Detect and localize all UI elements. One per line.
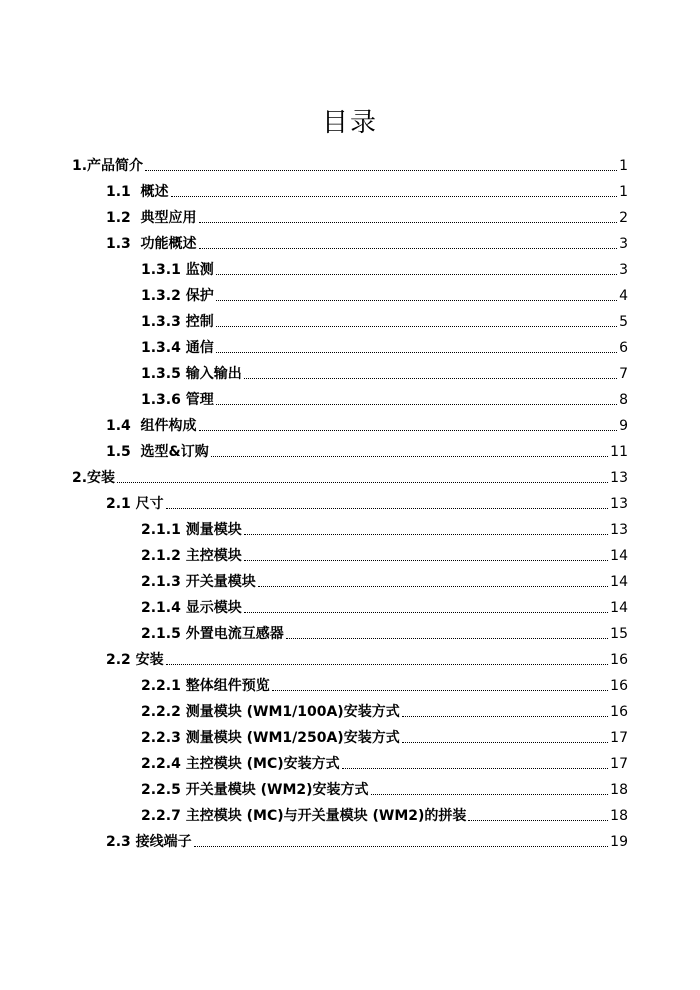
toc-dot-leader xyxy=(216,404,617,405)
toc-entry[interactable] xyxy=(0,775,700,801)
toc-entry-label: 2.2.7 主控模块 (MC)与开关量模块 (WM2)的拼装 xyxy=(141,808,467,824)
toc-entry[interactable] xyxy=(0,697,700,723)
toc-entry-label: 2.2.5 开关量模块 (WM2)安装方式 xyxy=(141,782,369,798)
toc-entry-page-number: 17 xyxy=(610,730,628,746)
toc-entry-page-number: 15 xyxy=(610,626,628,642)
toc-dot-leader xyxy=(171,196,618,197)
toc-dot-leader xyxy=(371,794,609,795)
toc-dot-leader xyxy=(244,612,608,613)
toc-entry-label: 2.2 安装 xyxy=(106,652,164,668)
toc-entry[interactable] xyxy=(0,723,700,749)
toc-entry-page-number: 14 xyxy=(610,600,628,616)
toc-entry-label: 2.1.2 主控模块 xyxy=(141,548,242,564)
toc-entry-label: 1.产品简介 xyxy=(72,158,144,174)
toc-entry-page-number: 18 xyxy=(610,808,628,824)
toc-entry-label: 2.1.5 外置电流互感器 xyxy=(141,626,284,642)
toc-entry[interactable] xyxy=(0,359,700,385)
toc-entry-page-number: 13 xyxy=(610,470,628,486)
toc-entry-label: 2.2.4 主控模块 (MC)安装方式 xyxy=(141,756,340,772)
toc-entry[interactable] xyxy=(0,619,700,645)
toc-title: 目录 xyxy=(321,108,378,138)
toc-entry[interactable] xyxy=(0,281,700,307)
toc-entry-label: 2.1.4 显示模块 xyxy=(141,600,242,616)
toc-entry[interactable] xyxy=(0,151,700,177)
toc-entry-label: 1.3.5 输入输出 xyxy=(141,366,242,382)
toc-dot-leader xyxy=(244,534,608,535)
toc-entry[interactable] xyxy=(0,567,700,593)
toc-entry-page-number: 4 xyxy=(619,288,628,304)
toc-entry-label: 2.1.3 开关量模块 xyxy=(141,574,256,590)
toc-entry[interactable] xyxy=(0,411,700,437)
toc-entry-label: 2.1 尺寸 xyxy=(106,496,164,512)
toc-entry-page-number: 1 xyxy=(619,184,628,200)
toc-entry[interactable] xyxy=(0,515,700,541)
toc-dot-leader xyxy=(199,248,618,249)
toc-entry-label: 1.3.4 通信 xyxy=(141,340,214,356)
toc-entry-label: 2.安装 xyxy=(72,470,116,486)
toc-dot-leader xyxy=(166,664,608,665)
toc-entry-label: 2.2.3 测量模块 (WM1/250A)安装方式 xyxy=(141,730,400,746)
toc-entry[interactable] xyxy=(0,177,700,203)
toc-entry-page-number: 8 xyxy=(619,392,628,408)
toc-entry[interactable] xyxy=(0,437,700,463)
toc-entry-label: 1.3.3 控制 xyxy=(141,314,214,330)
toc-dot-leader xyxy=(402,742,608,743)
toc-entry-label: 2.2.1 整体组件预览 xyxy=(141,678,270,694)
toc-entry[interactable] xyxy=(0,541,700,567)
toc-entry-page-number: 13 xyxy=(610,522,628,538)
toc-entry-label: 2.2.2 测量模块 (WM1/100A)安装方式 xyxy=(141,704,400,720)
toc-dot-leader xyxy=(258,586,608,587)
toc-entry[interactable] xyxy=(0,229,700,255)
toc-entry-page-number: 3 xyxy=(619,262,628,278)
toc-dot-leader xyxy=(216,300,617,301)
toc-entry-page-number: 9 xyxy=(619,418,628,434)
toc-entry[interactable] xyxy=(0,645,700,671)
toc-entry-page-number: 11 xyxy=(610,444,628,460)
toc-entry[interactable] xyxy=(0,333,700,359)
toc-entry-label: 1.3 功能概述 xyxy=(106,236,197,252)
toc-entry-label: 1.4 组件构成 xyxy=(106,418,197,434)
toc-dot-leader xyxy=(272,690,608,691)
table-of-contents xyxy=(0,151,700,853)
toc-dot-leader xyxy=(244,560,608,561)
toc-entry-page-number: 16 xyxy=(610,652,628,668)
toc-entry[interactable] xyxy=(0,827,700,853)
toc-dot-leader xyxy=(199,222,618,223)
toc-dot-leader xyxy=(342,768,609,769)
toc-entry-page-number: 19 xyxy=(610,834,628,850)
toc-entry-page-number: 1 xyxy=(619,158,628,174)
toc-dot-leader xyxy=(211,456,608,457)
toc-dot-leader xyxy=(468,820,608,821)
toc-dot-leader xyxy=(117,482,608,483)
toc-dot-leader xyxy=(244,378,617,379)
toc-dot-leader xyxy=(402,716,608,717)
toc-entry[interactable] xyxy=(0,385,700,411)
toc-entry[interactable] xyxy=(0,463,700,489)
toc-entry-page-number: 16 xyxy=(610,678,628,694)
toc-dot-leader xyxy=(216,274,617,275)
toc-entry-page-number: 3 xyxy=(619,236,628,252)
toc-entry[interactable] xyxy=(0,749,700,775)
toc-dot-leader xyxy=(216,326,617,327)
toc-dot-leader xyxy=(286,638,608,639)
toc-entry-page-number: 5 xyxy=(619,314,628,330)
toc-entry-page-number: 18 xyxy=(610,782,628,798)
toc-entry[interactable] xyxy=(0,489,700,515)
toc-entry-label: 1.3.6 管理 xyxy=(141,392,214,408)
toc-entry-label: 1.1 概述 xyxy=(106,184,169,200)
toc-entry[interactable] xyxy=(0,203,700,229)
toc-entry-page-number: 14 xyxy=(610,548,628,564)
toc-dot-leader xyxy=(199,430,618,431)
toc-dot-leader xyxy=(216,352,617,353)
toc-entry-label: 2.3 接线端子 xyxy=(106,834,192,850)
toc-entry-label: 1.3.2 保护 xyxy=(141,288,214,304)
toc-entry-page-number: 13 xyxy=(610,496,628,512)
toc-entry-label: 1.2 典型应用 xyxy=(106,210,197,226)
toc-entry-page-number: 17 xyxy=(610,756,628,772)
toc-entry[interactable] xyxy=(0,801,700,827)
toc-entry-label: 1.5 选型&订购 xyxy=(106,444,209,460)
toc-dot-leader xyxy=(145,170,617,171)
toc-entry-page-number: 14 xyxy=(610,574,628,590)
toc-entry[interactable] xyxy=(0,593,700,619)
toc-entry-page-number: 7 xyxy=(619,366,628,382)
toc-entry[interactable] xyxy=(0,671,700,697)
toc-entry-page-number: 16 xyxy=(610,704,628,720)
toc-entry-label: 1.3.1 监测 xyxy=(141,262,214,278)
toc-entry-page-number: 6 xyxy=(619,340,628,356)
toc-dot-leader xyxy=(194,846,608,847)
toc-entry-page-number: 2 xyxy=(619,210,628,226)
toc-entry[interactable] xyxy=(0,255,700,281)
toc-dot-leader xyxy=(166,508,608,509)
toc-entry-label: 2.1.1 测量模块 xyxy=(141,522,242,538)
toc-entry[interactable] xyxy=(0,307,700,333)
